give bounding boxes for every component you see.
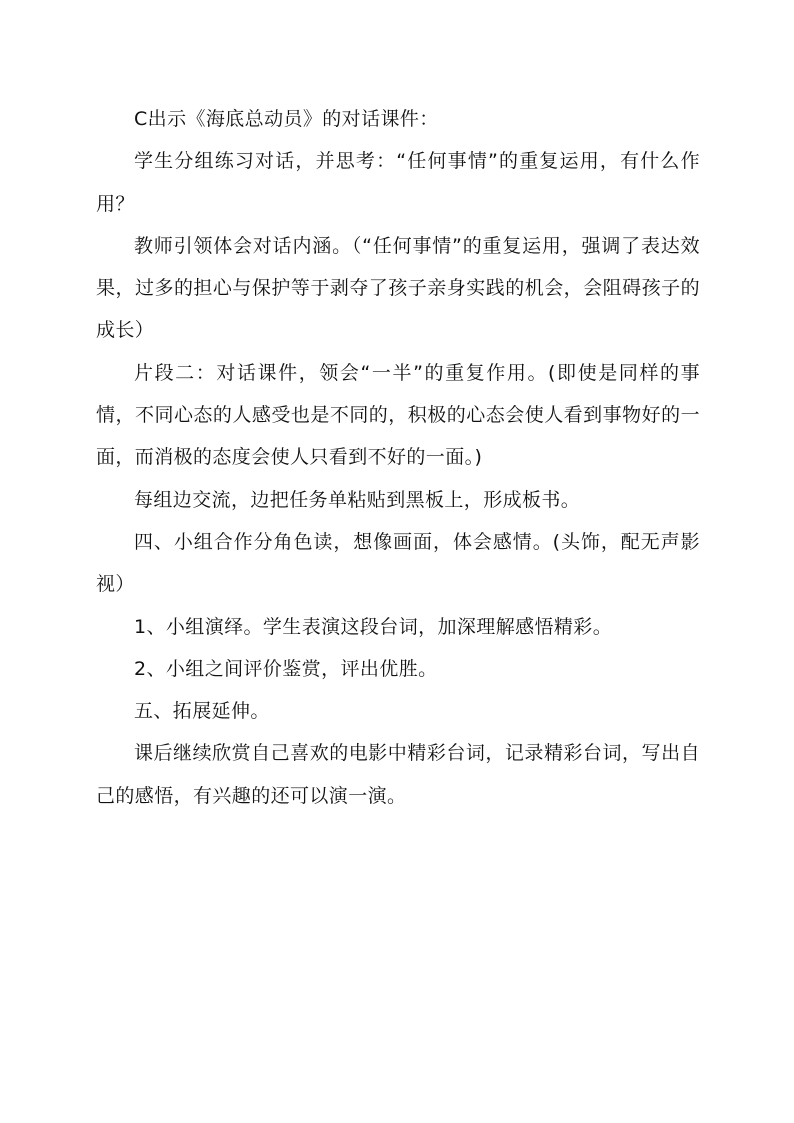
paragraph-role-reading: 四、小组合作分角色读，想像画面，体会感情。(头饰，配无声影视） xyxy=(96,530,700,596)
paragraph-fragment-two: 片段二：对话课件，领会“一半”的重复作用。(即使是同样的事情，不同心态的人感受也是不同的，积极的心态会使人看到事物好的一面，而消极的态度会使人只看到不好的一面。) xyxy=(96,361,700,469)
paragraph-extension-heading: 五、拓展延伸。 xyxy=(134,700,270,723)
paragraph-courseware-intro: C出示《海底总动员》的对话课件： xyxy=(134,108,439,130)
paragraph-after-class: 课后继续欣赏自己喜欢的电影中精彩台词，记录精彩台词，写出自己的感悟，有兴趣的还可以演一演。 xyxy=(96,742,700,807)
document-body xyxy=(96,98,700,817)
paragraph-group-performance: 1、小组演绎。学生表演这段台词，加深理解感悟精彩。 xyxy=(134,615,613,638)
paragraph-board-writing: 每组边交流，边把任务单粘贴到黑板上，形成板书。 xyxy=(134,488,581,511)
paragraph-teacher-guidance: 教师引领体会对话内涵。（“任何事情”的重复运用，强调了表达效果，过多的担心与保护等于剥夺了孩子亲身实践的机会，会阻碍孩子的成长） xyxy=(96,234,700,342)
paragraph-group-dialogue: 学生分组练习对话，并思考：“任何事情”的重复运用，有什么作用？ xyxy=(96,150,700,215)
paragraph-group-evaluation: 2、小组之间评价鉴赏，评出优胜。 xyxy=(134,657,438,680)
